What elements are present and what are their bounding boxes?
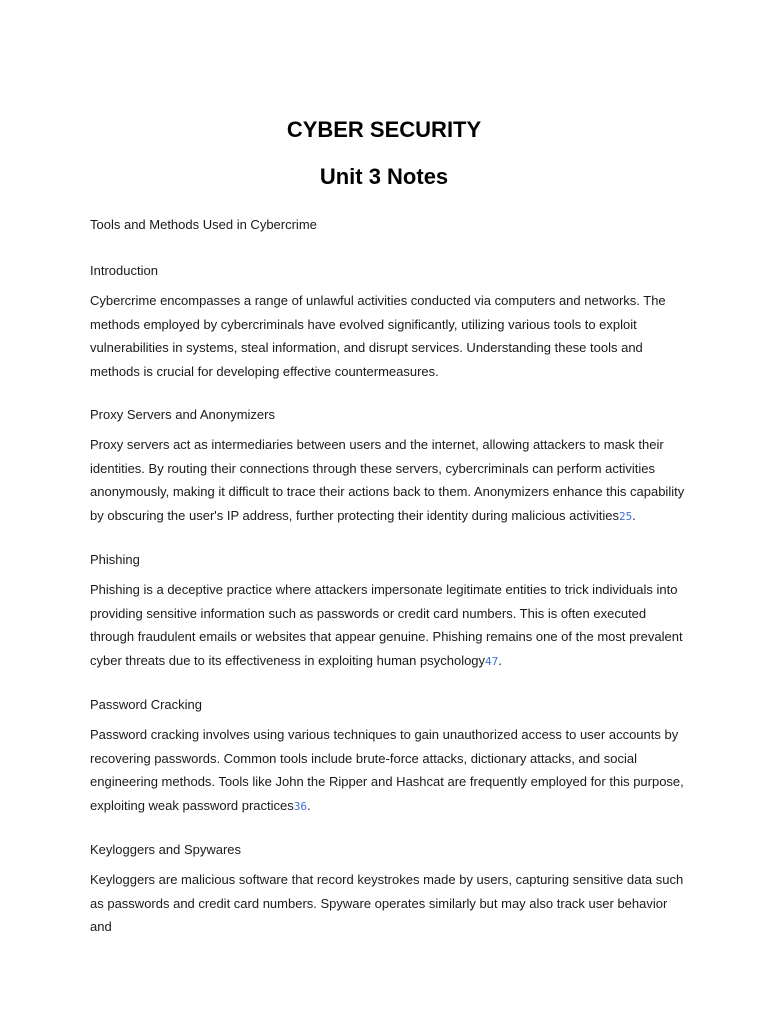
section-heading-keyloggers: Keyloggers and Spywares: [90, 842, 242, 857]
paragraph-text: Phishing is a deceptive practice where attackers impersonate legitimate entities to trick individuals into providing sensitive information such as passwords or credit card numbers. This is often executed through fraudulent emails or websites that appear genuine. Phishing remains one of the most prevalent cyber threats due to its effectiveness in exploiting human psychology: [90, 582, 683, 668]
paragraph-tail: .: [498, 652, 502, 668]
topic-heading: Tools and Methods Used in Cybercrime: [90, 217, 317, 232]
paragraph-text: Proxy servers act as intermediaries between users and the internet, allowing attackers to mask their identities. By routing their connections through these servers, cybercriminals can perform activities anonymously, making it difficult to trace their actions back to them. Anonymizers enhance this capability by obscuring the user's IP address, further protecting their identity during malicious activities: [90, 437, 685, 523]
citation-link[interactable]: 36: [293, 799, 308, 813]
document-body: [90, 215, 690, 939]
paragraph-text: Password cracking involves using various techniques to gain unauthorized access to user accounts by recovering passwords. Common tools include brute-force attacks, dictionary attacks, and social engineering methods. Tools like John the Ripper and Hashcat are frequently employed for this purpose, exploiting weak password practices: [90, 727, 684, 813]
section-text-proxy-servers: [90, 433, 690, 528]
document-title: CYBER SECURITY: [286, 117, 482, 142]
section-text-password-cracking: [90, 723, 690, 818]
paragraph-tail: .: [632, 507, 636, 523]
section-heading-introduction: Introduction: [90, 263, 158, 278]
paragraph-text: Keyloggers are malicious software that record keystrokes made by users, capturing sensitive data such as passwords and credit card numbers. Spyware operates similarly but may also track user behavior and: [90, 872, 684, 934]
document-subtitle: Unit 3 Notes: [319, 164, 449, 189]
citation-link[interactable]: 25: [619, 509, 633, 523]
paragraph-text: Cybercrime encompasses a range of unlawful activities conducted via computers and networks. The methods employed by cybercriminals have evolved significantly, utilizing various tools to exploit vulnerabilities in systems, steal information, and disrupt services. Understanding these tools and methods is crucial for developing effective countermeasures.: [90, 293, 666, 379]
section-text-keyloggers: [90, 868, 690, 939]
section-text-phishing: [90, 578, 690, 673]
section-text-introduction: [90, 289, 690, 383]
section-heading-password-cracking: Password Cracking: [90, 697, 202, 712]
paragraph-tail: .: [307, 797, 311, 813]
citation-link[interactable]: 47: [485, 654, 499, 668]
section-heading-proxy-servers: Proxy Servers and Anonymizers: [90, 407, 275, 422]
section-heading-phishing: Phishing: [90, 552, 140, 567]
